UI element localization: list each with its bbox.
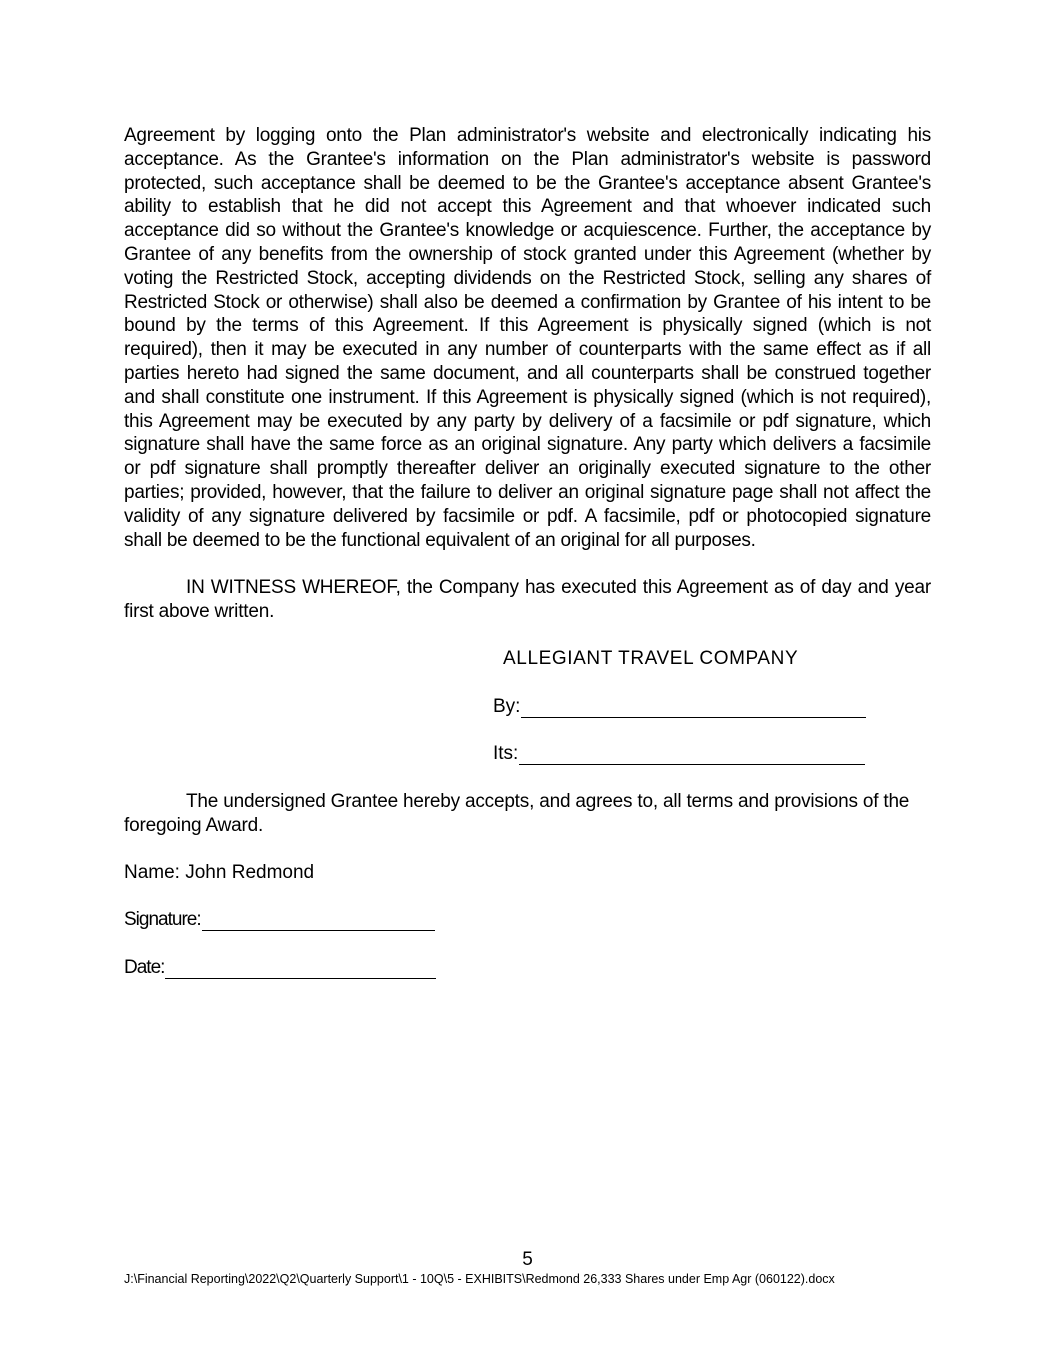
its-signature-block xyxy=(493,743,865,765)
acceptance-paragraph: The undersigned Grantee hereby accepts, and agrees to, all terms and provisions of the foregoing Award. xyxy=(124,791,910,836)
date-block xyxy=(124,957,436,979)
by-signature-block xyxy=(493,696,866,718)
grantee-name: Name: John Redmond xyxy=(124,862,315,883)
grantee-signature-block xyxy=(124,909,435,931)
grantee-signature-line xyxy=(202,912,435,931)
by-signature-line xyxy=(521,699,866,718)
by-label: By: xyxy=(493,696,521,717)
signature-label: Signature: xyxy=(124,909,201,930)
footer-file-path: J:\Financial Reporting\2022\Q2\Quarterly Support\1 - 10Q\5 - EXHIBITS\Redmond 26,333 Shares under Emp Agr (060122).docx xyxy=(124,1272,835,1286)
witness-paragraph: IN WITNESS WHEREOF, the Company has executed this Agreement as of day and year first above written. xyxy=(124,577,931,622)
its-signature-line xyxy=(519,746,865,765)
its-label: Its: xyxy=(493,743,519,764)
company-name: ALLEGIANT TRAVEL COMPANY xyxy=(503,648,799,669)
date-line xyxy=(165,960,436,979)
page-number: 5 xyxy=(522,1249,533,1270)
agreement-body-paragraph: Agreement by logging onto the Plan administrator's website and electronically indicating his acceptance. As the Grantee's information on the Plan administrator's website is password protected, such acceptance shall be deemed to be the Grantee's acceptance absent Grantee's ability to establish that he did not accept this Agreement and that whoever indicated such acceptance did so without the Grantee's knowledge or acquiescence. Further, the acceptance by Grantee of any benefits from the ownership of stock granted under this Agreement (whether by voting the Restricted Stock, accepting dividends on the Restricted Stock, selling any shares of Restricted Stock or otherwise) shall also be deemed a confirmation by Grantee of his intent to be bound by the terms of this Agreement. If this Agreement is physically signed (which is not required), then it may be executed in any number of counterparts with the same effect as if all parties hereto had signed the same document, and all counterparts shall be construed together and shall constitute one instrument. If this Agreement is physically signed (which is not required), this Agreement may be executed by any party by delivery of a facsimile or pdf signature, which signature shall have the same force as an original signature. Any party which delivers a facsimile or pdf signature shall promptly thereafter deliver an originally executed signature to the other parties; provided, however, that the failure to deliver an original signature page shall not affect the validity of any signature delivered by facsimile or pdf. A facsimile, pdf or photocopied signature shall be deemed to be the functional equivalent of an original for all purposes. xyxy=(124,125,931,551)
date-label: Date: xyxy=(124,957,165,978)
